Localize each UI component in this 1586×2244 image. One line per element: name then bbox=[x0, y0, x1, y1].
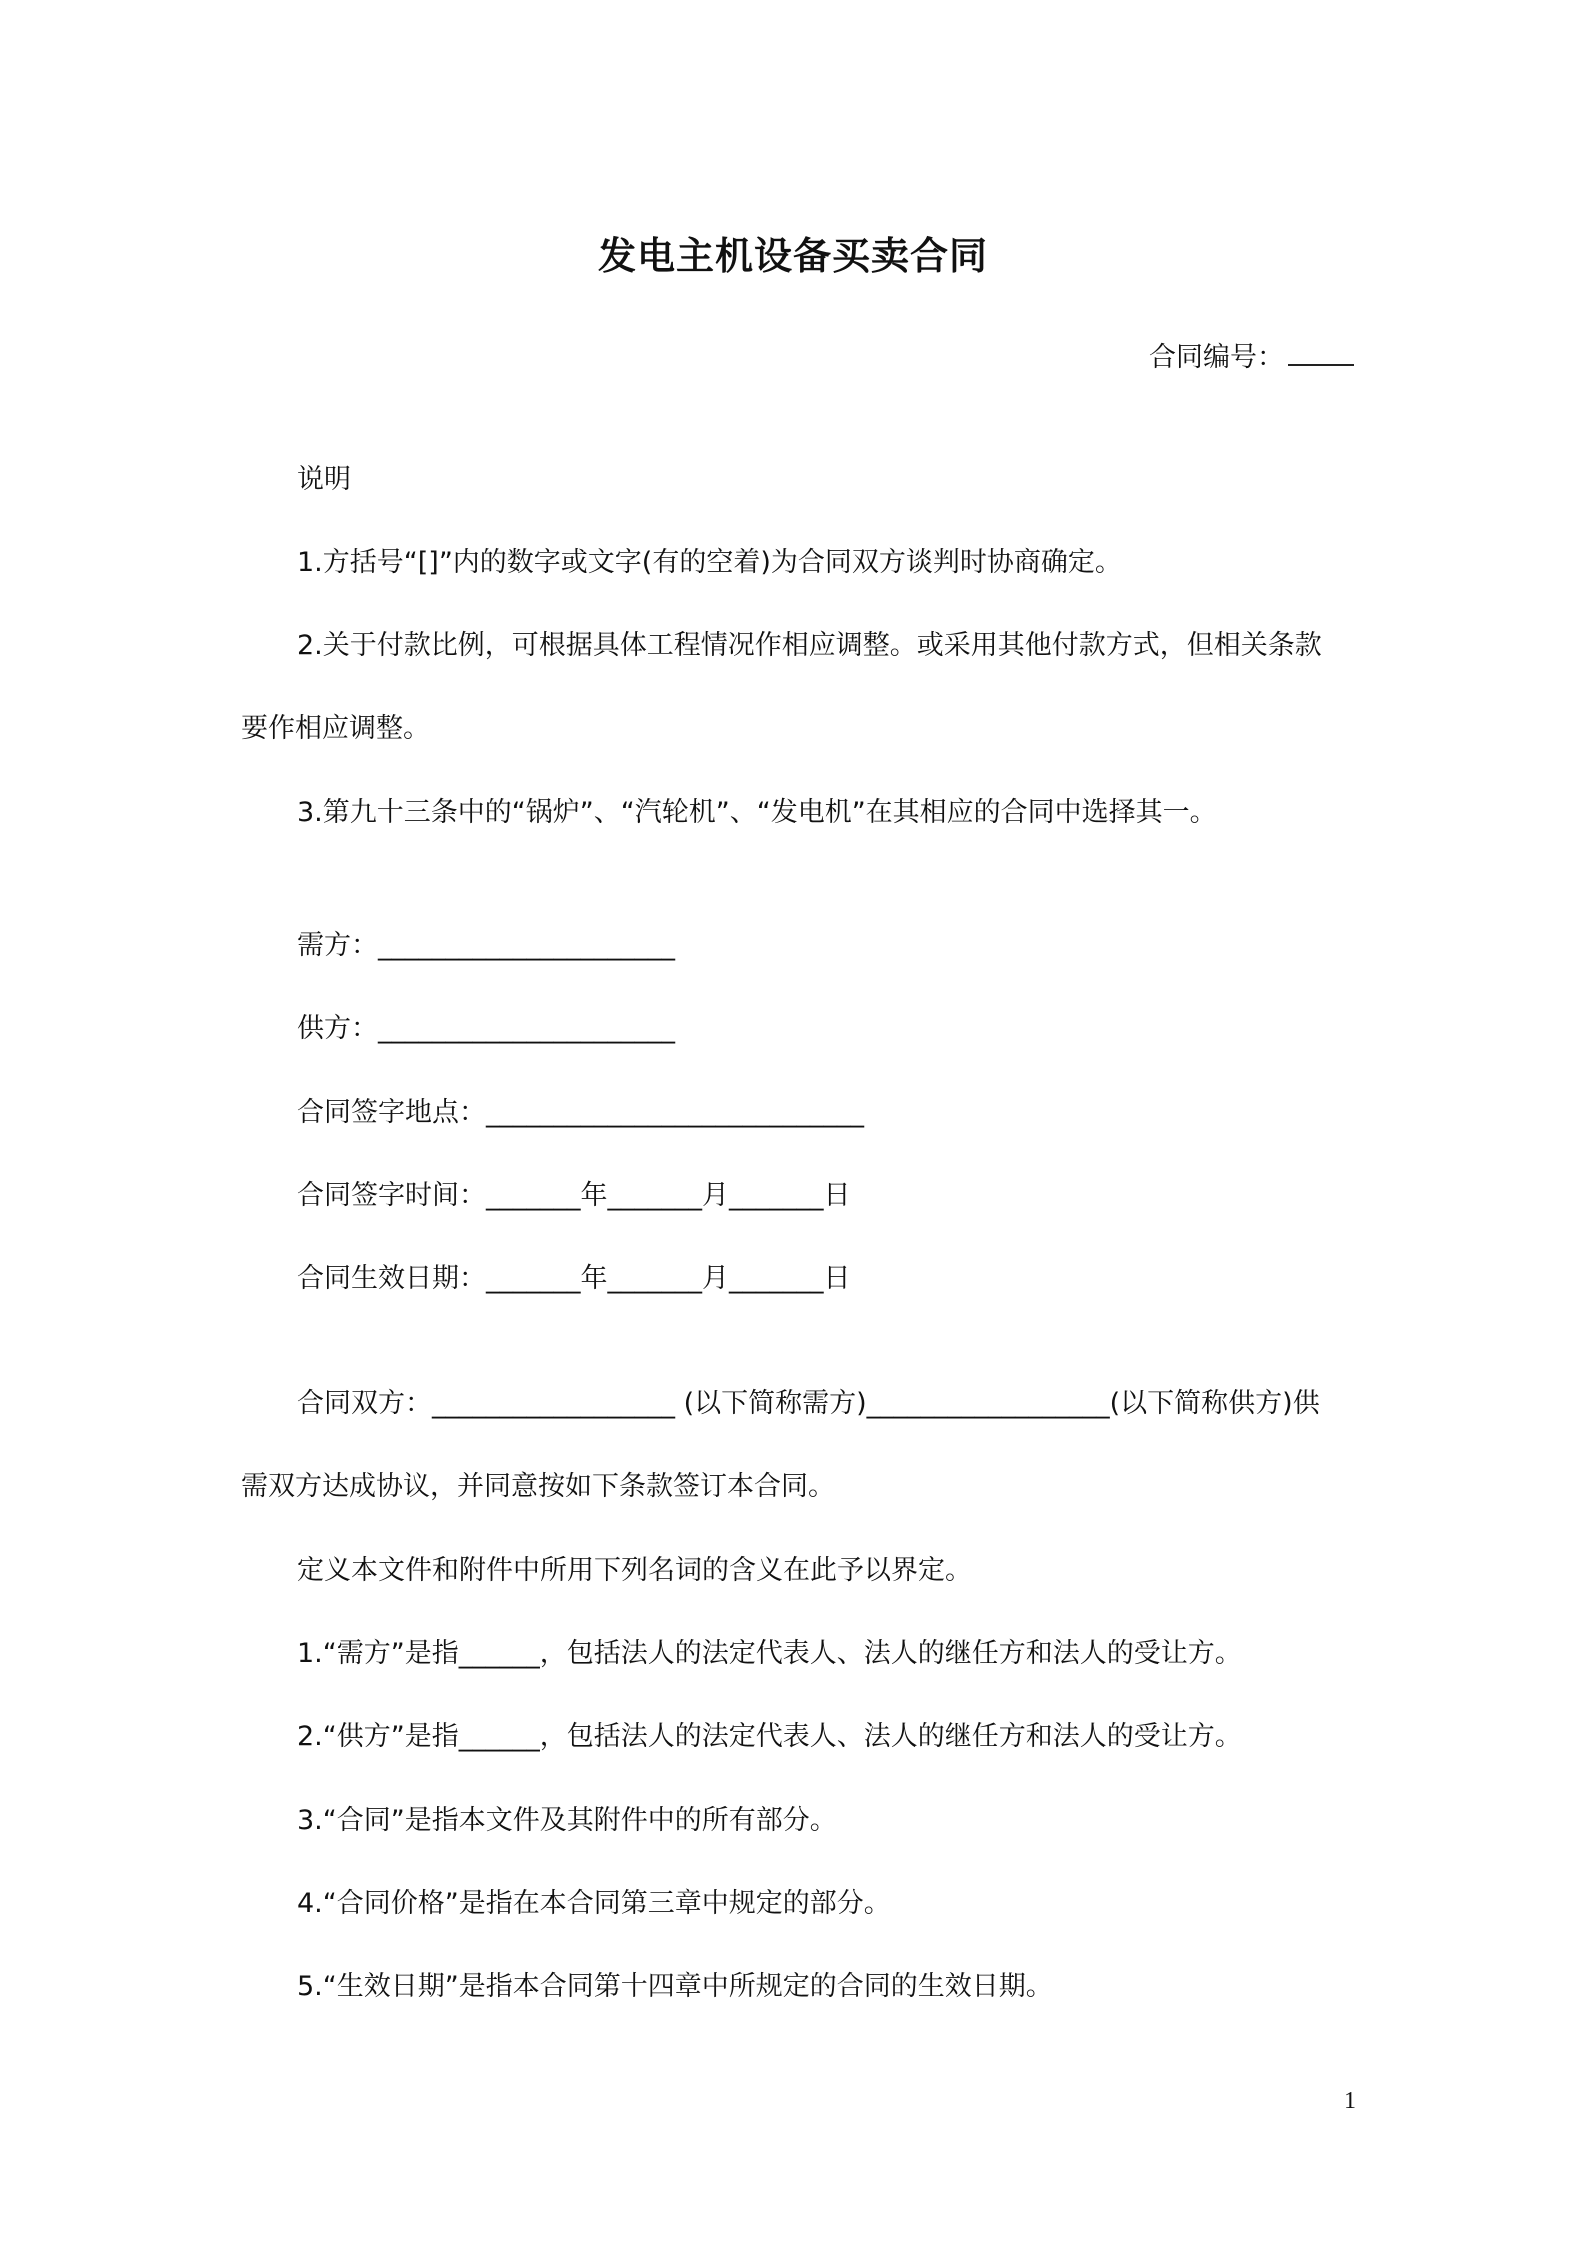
document-title: 发电主机设备买卖合同 bbox=[597, 234, 988, 278]
contract-number bbox=[1149, 334, 1354, 378]
sign-time-field: 合同签字时间：_______年_______月_______日 bbox=[297, 1180, 851, 1211]
contract-number-blank bbox=[1288, 334, 1354, 366]
note-item-2-continued: 要作相应调整。 bbox=[241, 713, 430, 744]
preamble-line-1: 合同双方：__________________ (以下简称需方)__________________(以下简称供方)供 bbox=[297, 1388, 1320, 1419]
seller-field: 供方：______________________ bbox=[297, 1013, 675, 1044]
contract-number-label: 合同编号： bbox=[1149, 342, 1284, 373]
definition-item-2: 2.“供方”是指______，包括法人的法定代表人、法人的继任方和法人的受让方。 bbox=[297, 1721, 1242, 1752]
note-item-2: 2.关于付款比例，可根据具体工程情况作相应调整。或采用其他付款方式，但相关条款 bbox=[297, 630, 1322, 661]
preamble-line-2: 需双方达成协议，并同意按如下条款签订本合同。 bbox=[241, 1471, 835, 1502]
definition-item-1: 1.“需方”是指______，包括法人的法定代表人、法人的继任方和法人的受让方。 bbox=[297, 1638, 1242, 1669]
sign-place-field: 合同签字地点：____________________________ bbox=[297, 1097, 864, 1128]
definition-item-5: 5.“生效日期”是指本合同第十四章中所规定的合同的生效日期。 bbox=[297, 1971, 1053, 2002]
effective-date-field: 合同生效日期：_______年_______月_______日 bbox=[297, 1263, 851, 1294]
note-item-3: 3.第九十三条中的“锅炉”、“汽轮机”、“发电机”在其相应的合同中选择其一。 bbox=[297, 797, 1217, 828]
notes-heading: 说明 bbox=[297, 464, 351, 495]
definition-item-3: 3.“合同”是指本文件及其附件中的所有部分。 bbox=[297, 1805, 837, 1836]
page-number: 1 bbox=[1344, 2088, 1356, 2114]
note-item-1: 1.方括号“[]”内的数字或文字(有的空着)为合同双方谈判时协商确定。 bbox=[297, 547, 1122, 578]
buyer-field: 需方：______________________ bbox=[297, 930, 675, 961]
definitions-intro: 定义本文件和附件中所用下列名词的含义在此予以界定。 bbox=[297, 1555, 972, 1586]
definition-item-4: 4.“合同价格”是指在本合同第三章中规定的部分。 bbox=[297, 1888, 891, 1919]
